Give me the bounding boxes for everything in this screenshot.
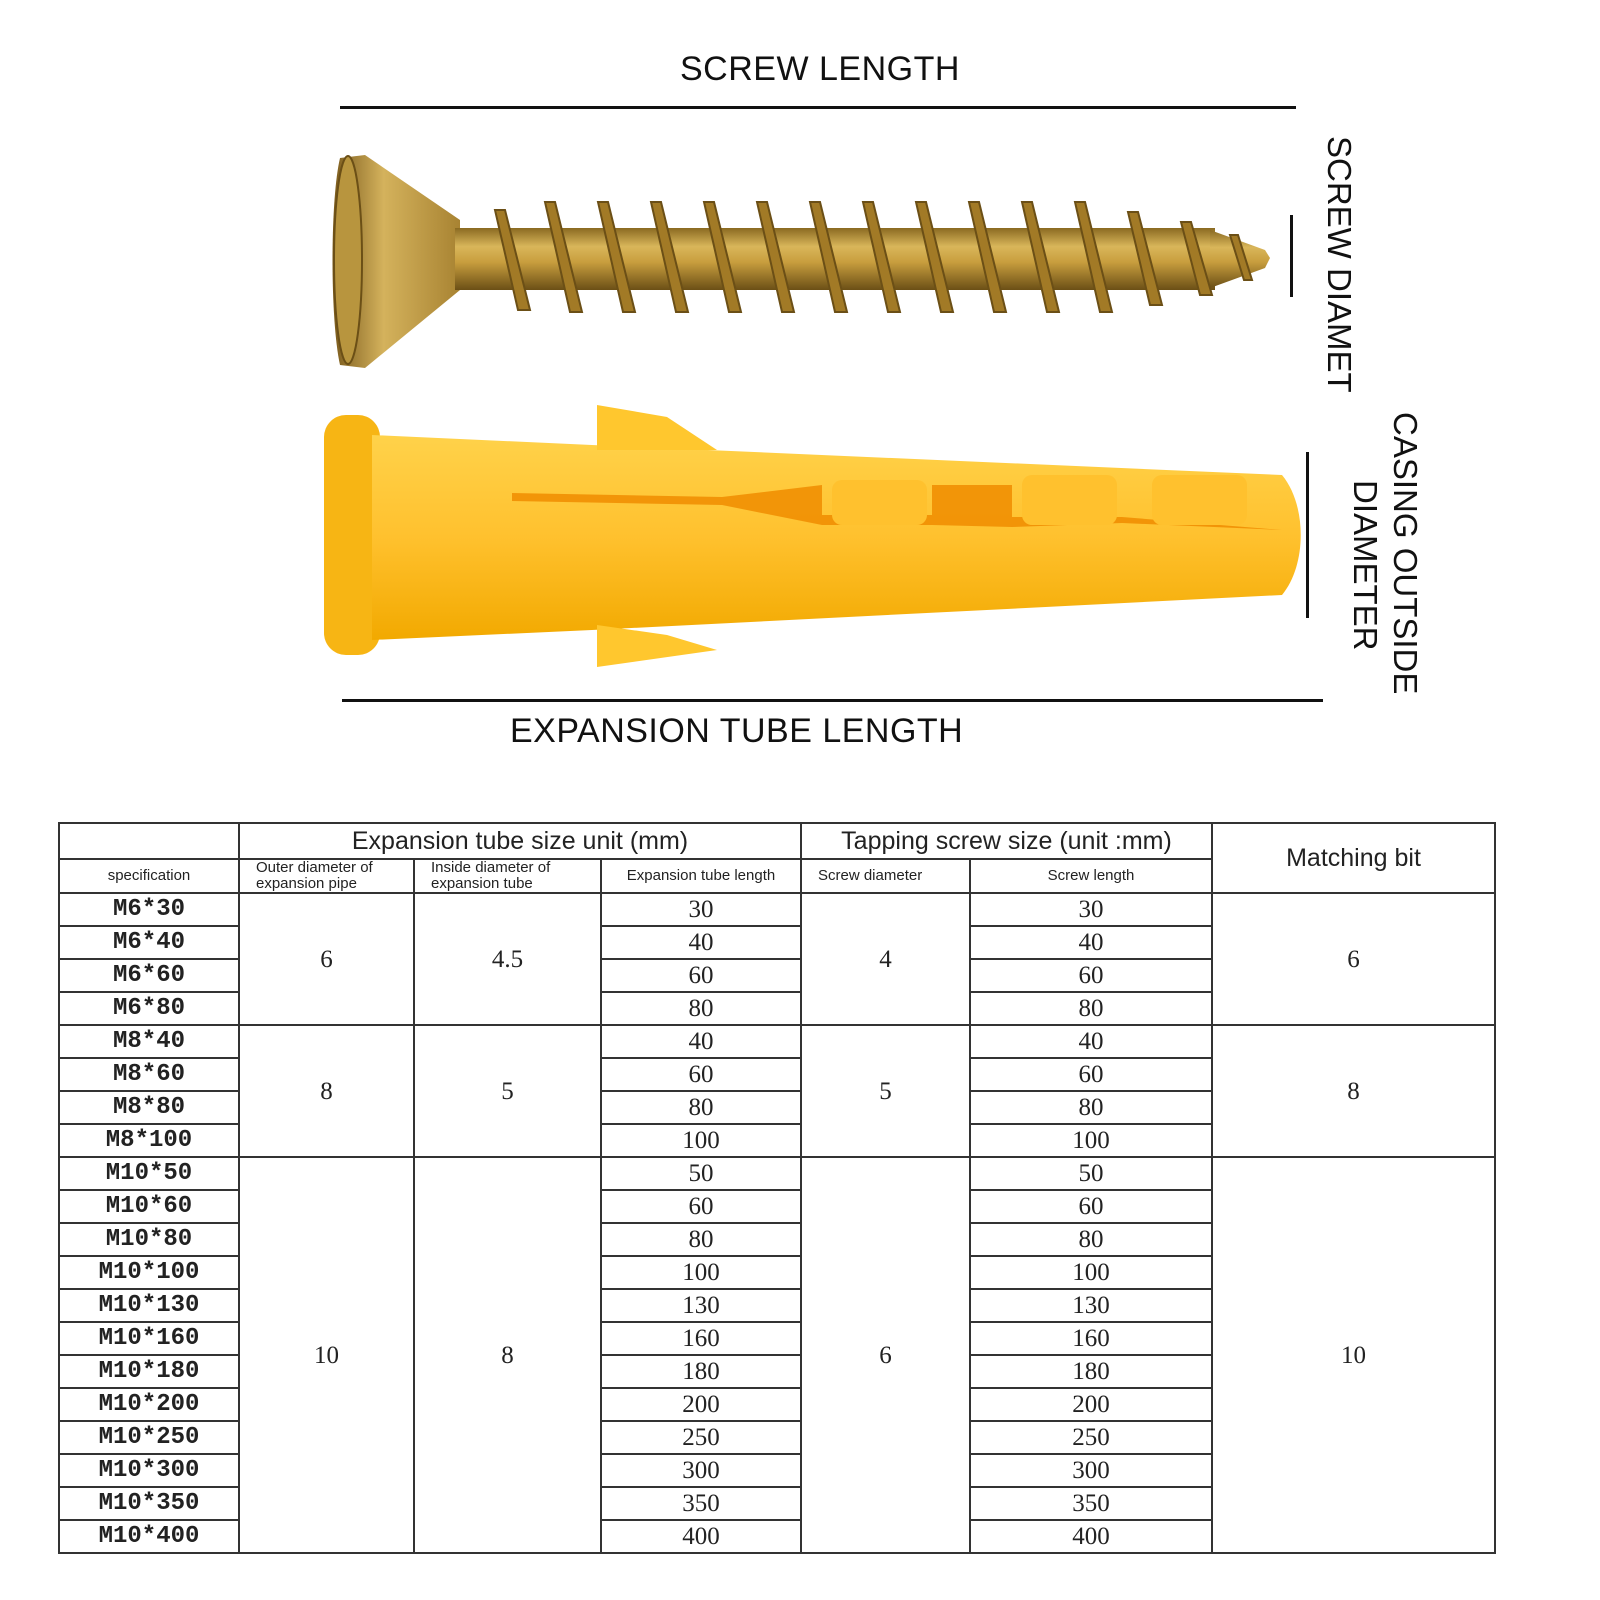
- screw-length-cell: 80: [970, 1223, 1212, 1256]
- tube-length-cell: 250: [601, 1421, 801, 1454]
- table-row: [59, 1157, 1495, 1190]
- screw-length-cell: 130: [970, 1289, 1212, 1322]
- specification-table: [58, 822, 1496, 1554]
- inside-diameter-cell: 5: [414, 1025, 601, 1157]
- screw-diameter-label: SCREW DIAMET: [1321, 136, 1358, 393]
- spec-cell: M10*50: [59, 1157, 239, 1190]
- spec-cell: M6*30: [59, 893, 239, 926]
- spec-cell: M10*60: [59, 1190, 239, 1223]
- spec-cell: M10*180: [59, 1355, 239, 1388]
- inside-diameter-header: Inside diameter of expansion tube: [414, 859, 601, 893]
- matching-bit-cell: 10: [1212, 1157, 1495, 1553]
- expansion-tube-length-label: EXPANSION TUBE LENGTH: [510, 712, 964, 750]
- spec-cell: M10*130: [59, 1289, 239, 1322]
- screw-length-label: SCREW LENGTH: [680, 50, 960, 88]
- tube-length-cell: 80: [601, 1091, 801, 1124]
- spec-cell: M8*60: [59, 1058, 239, 1091]
- tube-length-cell: 40: [601, 1025, 801, 1058]
- screw-length-cell: 400: [970, 1520, 1212, 1553]
- tapping-screw-header: Tapping screw size (unit :mm): [801, 823, 1212, 859]
- spec-cell: M10*350: [59, 1487, 239, 1520]
- matching-bit-header: Matching bit: [1212, 823, 1495, 893]
- screw-diameter-cell: 6: [801, 1157, 970, 1553]
- casing-outside-label: CASING OUTSIDE: [1387, 412, 1424, 695]
- tube-length-cell: 180: [601, 1355, 801, 1388]
- tube-length-cell: 50: [601, 1157, 801, 1190]
- spec-cell: M8*40: [59, 1025, 239, 1058]
- spec-cell: M10*80: [59, 1223, 239, 1256]
- screw-length-cell: 50: [970, 1157, 1212, 1190]
- specification-header: specification: [59, 859, 239, 893]
- spec-cell: M6*40: [59, 926, 239, 959]
- tube-length-cell: 40: [601, 926, 801, 959]
- spec-cell: M10*250: [59, 1421, 239, 1454]
- spec-cell: M10*400: [59, 1520, 239, 1553]
- tube-length-cell: 30: [601, 893, 801, 926]
- group-header-row: [59, 823, 1495, 859]
- casing-diameter-dimension-line: [1306, 452, 1309, 618]
- screw-length-cell: 30: [970, 893, 1212, 926]
- spec-cell: M8*100: [59, 1124, 239, 1157]
- spec-cell: M10*200: [59, 1388, 239, 1421]
- screw-length-cell: 80: [970, 992, 1212, 1025]
- screw-length-dimension-line: [340, 106, 1296, 109]
- outer-diameter-cell: 6: [239, 893, 414, 1025]
- tube-length-cell: 100: [601, 1124, 801, 1157]
- screw-length-cell: 60: [970, 1058, 1212, 1091]
- screw-diameter-cell: 4: [801, 893, 970, 1025]
- spec-cell: M10*100: [59, 1256, 239, 1289]
- screw-diameter-header: Screw diameter: [801, 859, 970, 893]
- tube-length-cell: 350: [601, 1487, 801, 1520]
- spec-cell: M6*60: [59, 959, 239, 992]
- table-row: [59, 1025, 1495, 1058]
- tube-length-cell: 100: [601, 1256, 801, 1289]
- screw-diameter-cell: 5: [801, 1025, 970, 1157]
- screw-head: [333, 155, 461, 368]
- matching-bit-cell: 8: [1212, 1025, 1495, 1157]
- screw-length-cell: 160: [970, 1322, 1212, 1355]
- screw-length-cell: 350: [970, 1487, 1212, 1520]
- spec-cell: M10*300: [59, 1454, 239, 1487]
- screw-length-cell: 80: [970, 1091, 1212, 1124]
- tube-length-cell: 80: [601, 1223, 801, 1256]
- spec-cell: M8*80: [59, 1091, 239, 1124]
- inside-diameter-cell: 8: [414, 1157, 601, 1553]
- anchor-collar: [324, 415, 380, 655]
- table-row: [59, 893, 1495, 926]
- expansion-tube-header: Expansion tube size unit (mm): [239, 823, 801, 859]
- screw-diameter-dimension-line: [1290, 215, 1293, 297]
- casing-diameter-label: DIAMETER: [1347, 480, 1384, 651]
- inside-diameter-cell: 4.5: [414, 893, 601, 1025]
- screw-length-cell: 250: [970, 1421, 1212, 1454]
- tube-length-cell: 130: [601, 1289, 801, 1322]
- screw-length-cell: 200: [970, 1388, 1212, 1421]
- outer-diameter-header: Outer diameter of expansion pipe: [239, 859, 414, 893]
- screw-length-header: Screw length: [970, 859, 1212, 893]
- tube-length-cell: 60: [601, 959, 801, 992]
- blank-header-cell: [59, 823, 239, 859]
- screw-length-cell: 60: [970, 1190, 1212, 1223]
- screw-length-cell: 40: [970, 926, 1212, 959]
- anchor-body: [372, 405, 1301, 667]
- tube-length-cell: 60: [601, 1058, 801, 1091]
- tube-length-dimension-line: [342, 699, 1323, 702]
- matching-bit-cell: 6: [1212, 893, 1495, 1025]
- spec-cell: M10*160: [59, 1322, 239, 1355]
- tube-length-cell: 80: [601, 992, 801, 1025]
- tube-length-cell: 400: [601, 1520, 801, 1553]
- tube-length-cell: 160: [601, 1322, 801, 1355]
- screw-length-cell: 60: [970, 959, 1212, 992]
- tube-length-header: Expansion tube length: [601, 859, 801, 893]
- screw-length-cell: 180: [970, 1355, 1212, 1388]
- screw-image: [330, 150, 1310, 380]
- expansion-tube-image: [322, 405, 1312, 670]
- tube-length-cell: 60: [601, 1190, 801, 1223]
- spec-cell: M6*80: [59, 992, 239, 1025]
- outer-diameter-cell: 10: [239, 1157, 414, 1553]
- screw-length-cell: 300: [970, 1454, 1212, 1487]
- product-diagram: [0, 0, 1600, 780]
- screw-length-cell: 100: [970, 1256, 1212, 1289]
- tube-length-cell: 200: [601, 1388, 801, 1421]
- screw-length-cell: 100: [970, 1124, 1212, 1157]
- tube-length-cell: 300: [601, 1454, 801, 1487]
- outer-diameter-cell: 8: [239, 1025, 414, 1157]
- screw-length-cell: 40: [970, 1025, 1212, 1058]
